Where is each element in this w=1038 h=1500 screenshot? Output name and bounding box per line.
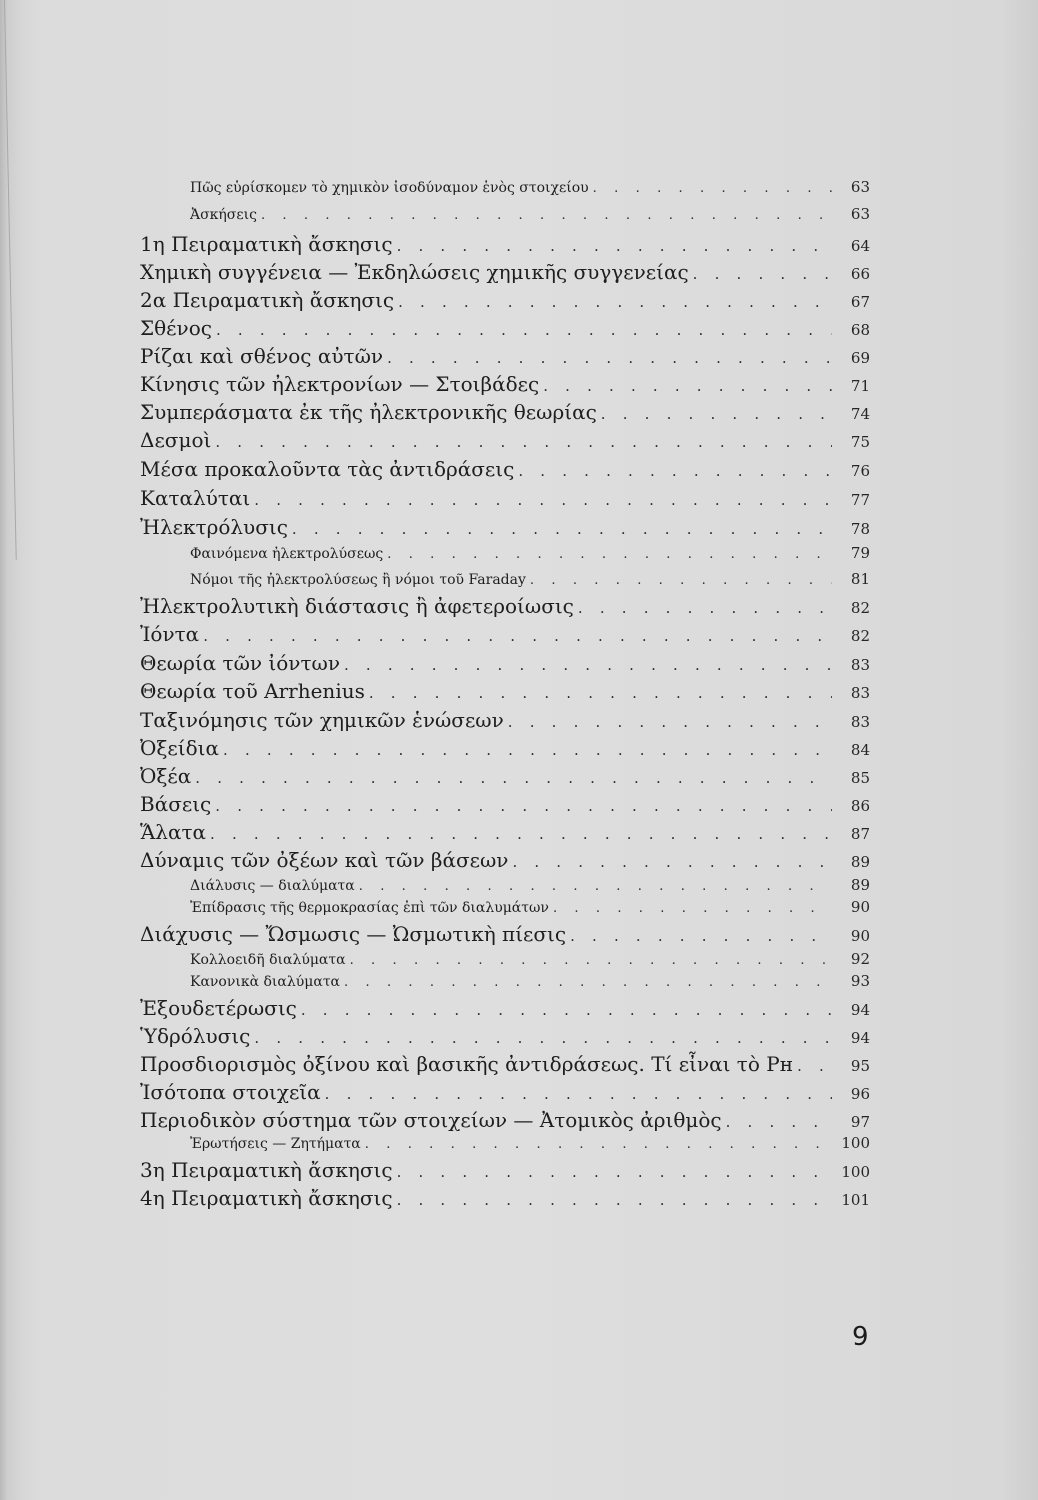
toc-entry: [140, 651, 870, 675]
toc-entry-page: 96: [850, 1085, 870, 1103]
toc-entry-title: Περιοδικὸν σύστημα τῶν στοιχείων — Ἀτομικὸς ἀριθμὸς: [140, 1108, 722, 1132]
toc-leader-dots: [344, 656, 832, 674]
toc-entry: [190, 972, 870, 990]
toc-entry-title: Θεωρία τῶν ἰόντων: [140, 651, 340, 675]
toc-entry-title: Συμπεράσματα ἐκ τῆς ἠλεκτρονικῆς θεωρίας: [140, 400, 597, 424]
toc-entry-page: 84: [850, 741, 870, 759]
toc-leader-dots: [553, 901, 832, 916]
toc-entry-title: Ταξινόμησις τῶν χημικῶν ἑνώσεων: [140, 708, 504, 732]
toc-entry-title: Ἐξουδετέρωσις: [140, 996, 297, 1020]
toc-entry-title: Πῶς εὑρίσκομεν τὸ χημικὸν ἰσοδύναμον ἑνὸς στοιχείου: [190, 180, 589, 196]
toc-leader-dots: [578, 599, 832, 617]
toc-leader-dots: [543, 377, 832, 395]
toc-entry: [140, 457, 870, 481]
toc-entry-page: 83: [850, 684, 870, 702]
toc-leader-dots: [397, 1191, 832, 1209]
toc-leader-dots: [344, 975, 832, 990]
toc-entry-page: 101: [841, 1191, 870, 1209]
toc-entry: [140, 922, 870, 946]
toc-leader-dots: [601, 405, 832, 423]
toc-entry-page: 100: [841, 1134, 870, 1152]
toc-entry: [140, 764, 870, 788]
toc-leader-dots: [726, 1113, 832, 1131]
toc-entry: [190, 1134, 870, 1152]
toc-entry-page: 94: [850, 1001, 870, 1019]
toc-leader-dots: [397, 237, 832, 255]
toc-entry-page: 75: [850, 433, 870, 451]
toc-leader-dots: [530, 573, 832, 588]
toc-entry-title: 4η Πειραματικὴ ἄσκησις: [140, 1186, 393, 1210]
toc-entry: [140, 736, 870, 760]
toc-entry: [190, 950, 870, 968]
toc-leader-dots: [216, 321, 832, 339]
toc-entry-page: 97: [850, 1113, 870, 1131]
toc-entry: [140, 1080, 870, 1104]
toc-leader-dots: [254, 1029, 832, 1047]
toc-entry-page: 63: [850, 178, 870, 196]
toc-entry-title: Κολλοειδῆ διαλύματα: [190, 952, 346, 968]
toc-leader-dots: [518, 462, 832, 480]
toc-entry-page: 76: [850, 462, 870, 480]
toc-entry-page: 64: [850, 237, 870, 255]
toc-leader-dots: [512, 853, 832, 871]
toc-leader-dots: [797, 1057, 832, 1075]
toc-entry: [140, 1024, 870, 1048]
toc-entry-title: Κανονικὰ διαλύματα: [190, 974, 341, 990]
toc-entry: [190, 570, 870, 588]
toc-entry-page: 81: [850, 570, 870, 588]
toc-leader-dots: [593, 181, 832, 196]
toc-leader-dots: [215, 433, 832, 451]
toc-leader-dots: [387, 349, 832, 367]
toc-entry-page: 85: [850, 769, 870, 787]
toc-entry-page: 71: [850, 377, 870, 395]
toc-entry-title: Προσδιορισμὸς ὀξίνου καὶ βασικῆς ἀντιδράσεως. Τί εἶναι τὸ Pн: [140, 1052, 794, 1076]
toc-entry: [190, 178, 870, 196]
page-number: 9: [852, 1322, 869, 1352]
toc-entry: [140, 1186, 870, 1210]
toc-entry: [140, 708, 870, 732]
toc-entry-page: 74: [850, 405, 870, 423]
toc-leader-dots: [261, 208, 832, 223]
toc-entry-title: Ὀξέα: [140, 764, 192, 788]
toc-entry: [140, 996, 870, 1020]
toc-entry-title: Ἰόντα: [140, 622, 200, 646]
toc-entry: [190, 876, 870, 894]
toc-leader-dots: [398, 293, 832, 311]
toc-leader-dots: [508, 713, 832, 731]
toc-entry: [140, 679, 870, 703]
toc-entry: [140, 344, 870, 368]
toc-leader-dots: [693, 265, 832, 283]
toc-entry-title: Ρίζαι καὶ σθένος αὐτῶν: [140, 344, 384, 368]
toc-entry-title: Ἅλατα: [140, 820, 207, 844]
toc-entry-page: 68: [850, 321, 870, 339]
toc-leader-dots: [397, 1163, 832, 1181]
toc-entry: [140, 594, 870, 618]
toc-entry: [140, 820, 870, 844]
toc-entry-page: 78: [850, 520, 870, 538]
toc-entry-title: Φαινόμενα ἠλεκτρολύσεως: [190, 546, 384, 562]
toc-entry: [140, 1052, 870, 1076]
toc-leader-dots: [369, 684, 832, 702]
toc-entry-title: Ἠλεκτρολυτικὴ διάστασις ἢ ἀφετεροίωσις: [140, 594, 574, 618]
toc-entry-title: Δεσμοὶ: [140, 428, 212, 452]
toc-entry: [140, 1108, 870, 1132]
toc-entry-page: 66: [850, 265, 870, 283]
toc-entry: [140, 372, 870, 396]
toc-entry-title: Διάλυσις — διαλύματα: [190, 878, 355, 894]
toc-entry: [140, 288, 870, 312]
toc-leader-dots: [359, 879, 832, 894]
toc-entry-title: Σθένος: [140, 316, 212, 340]
toc-entry-page: 83: [850, 656, 870, 674]
toc-entry-title: Ἐπίδρασις τῆς θερμοκρασίας ἐπὶ τῶν διαλυμάτων: [190, 900, 549, 916]
toc-entry-page: 95: [850, 1057, 870, 1075]
toc-leader-dots: [223, 741, 832, 759]
toc-entry-page: 79: [850, 544, 870, 562]
toc-entry: [140, 428, 870, 452]
toc-entry-page: 77: [850, 491, 870, 509]
toc-entry: [140, 1158, 870, 1182]
toc-leader-dots: [325, 1085, 832, 1103]
toc-entry-title: 1η Πειραματικὴ ἄσκησις: [140, 232, 393, 256]
toc-leader-dots: [215, 797, 832, 815]
toc-entry-page: 82: [850, 627, 870, 645]
toc-entry-page: 89: [850, 853, 870, 871]
toc-entry-title: Διάχυσις — Ὤσμωσις — Ὠσμωτικὴ πίεσις: [140, 922, 567, 946]
toc-entry-page: 69: [850, 349, 870, 367]
toc-entry: [140, 232, 870, 256]
toc-leader-dots: [301, 1001, 832, 1019]
toc-entry-title: Ἐρωτήσεις — Ζητήματα: [190, 1136, 361, 1152]
toc-entry-title: Βάσεις: [140, 792, 212, 816]
toc-entry-page: 93: [850, 972, 870, 990]
toc-leader-dots: [365, 1137, 832, 1152]
toc-leader-dots: [350, 953, 832, 968]
toc-entry-title: Καταλύται: [140, 486, 251, 510]
toc-entry-title: Θεωρία τοῦ Arrhenius: [140, 679, 365, 703]
toc-entry-page: 83: [850, 713, 870, 731]
toc-leader-dots: [570, 927, 832, 945]
toc-entry-title: Κίνησις τῶν ἠλεκτρονίων — Στοιβάδες: [140, 372, 540, 396]
toc-entry-page: 86: [850, 797, 870, 815]
toc-leader-dots: [387, 547, 832, 562]
toc-entry-page: 89: [850, 876, 870, 894]
toc-entry: [140, 316, 870, 340]
toc-entry-page: 87: [850, 825, 870, 843]
toc-entry: [140, 400, 870, 424]
toc-entry: [140, 486, 870, 510]
toc-leader-dots: [195, 769, 832, 787]
toc-entry: [140, 622, 870, 646]
toc-entry-title: Νόμοι τῆς ἠλεκτρολύσεως ἢ νόμοι τοῦ Faraday: [190, 572, 526, 588]
toc-entry-title: Ὀξείδια: [140, 736, 220, 760]
toc-entry-page: 92: [850, 950, 870, 968]
toc-entry-page: 67: [850, 293, 870, 311]
toc-entry-title: 2α Πειραματικὴ ἄσκησις: [140, 288, 395, 312]
toc-entry-title: 3η Πειραματικὴ ἄσκησις: [140, 1158, 393, 1182]
toc-entry-page: 82: [850, 599, 870, 617]
toc-entry-title: Χημικὴ συγγένεια — Ἐκδηλώσεις χημικῆς συγγενείας: [140, 260, 689, 284]
toc-leader-dots: [292, 520, 832, 538]
toc-entry-title: Ἰσότοπα στοιχεῖα: [140, 1080, 321, 1104]
toc-entry-page: 90: [850, 927, 870, 945]
toc-leader-dots: [254, 491, 832, 509]
toc-leader-dots: [203, 627, 832, 645]
toc-entry-page: 94: [850, 1029, 870, 1047]
toc-entry-page: 63: [850, 205, 870, 223]
toc-entry: [140, 260, 870, 284]
toc-entry-page: 90: [850, 898, 870, 916]
toc-entry-title: Ὑδρόλυσις: [140, 1024, 251, 1048]
toc-entry-title: Δύναμις τῶν ὀξέων καὶ τῶν βάσεων: [140, 848, 509, 872]
toc-entry: [140, 848, 870, 872]
toc-leader-dots: [210, 825, 832, 843]
toc-entry: [140, 792, 870, 816]
toc-entry-page: 100: [841, 1163, 870, 1181]
toc-entry-title: Ἠλεκτρόλυσις: [140, 515, 288, 539]
toc-entry: [190, 544, 870, 562]
toc-entry: [140, 515, 870, 539]
toc-entry-title: Μέσα προκαλοῦντα τὰς ἀντιδράσεις: [140, 457, 515, 481]
toc-entry-title: Ἀσκήσεις: [190, 207, 257, 223]
toc-entry: [190, 898, 870, 916]
toc-entry: [190, 205, 870, 223]
